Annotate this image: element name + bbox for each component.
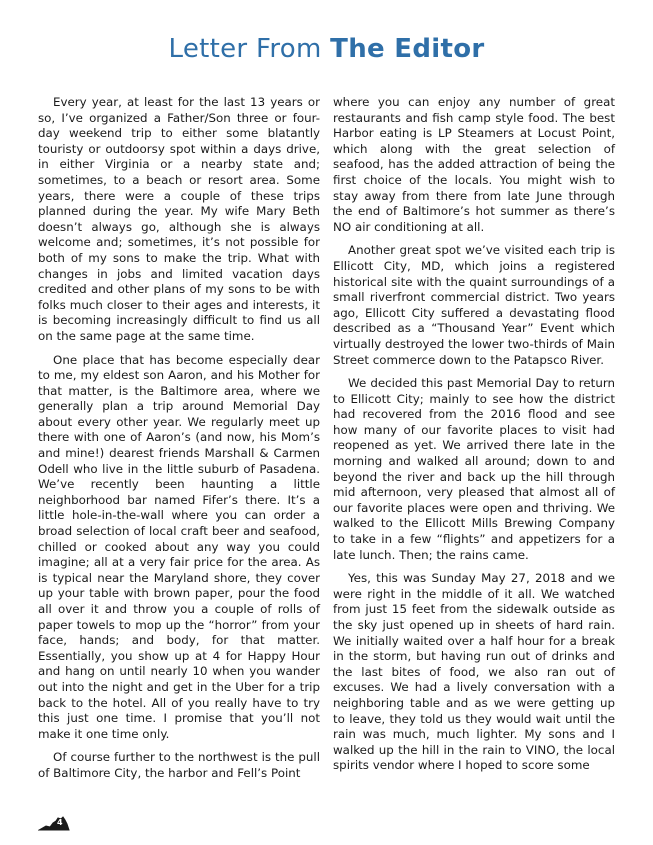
page-number: 4 (57, 818, 63, 827)
paragraph: where you can enjoy any number of great restaurants and fish camp style food. The best Harbor eating is LP Steamers at Locust Point, which along with the great selection of seafood, has the added attraction of being the first choice of the locals. You might wish to stay away from there from late June through the end of Baltimore’s hot summer as there’s NO air conditioning at all. (333, 95, 615, 234)
paragraph: We decided this past Memorial Day to return to Ellicott City; mainly to see how the district had recovered from the 2016 flood and see how many of our favorite places to visit had reopened as yet. We arrived there late in the morning and walked all around; down to and beyond the river and back up the hill through mid afternoon, very pleased that almost all of our favorite places were open and thriving. We walked to the Ellicott Mills Brewing Company to take in a few “flights” and appetizers for a late lunch. Then; the rains came. (333, 376, 615, 562)
page-title (0, 34, 653, 64)
title-bold: The Editor (330, 34, 485, 64)
virginia-state-outline-icon (38, 815, 70, 831)
left-column (38, 95, 320, 782)
paragraph: One place that has become especially dear to me, my eldest son Aaron, and his Mother for that matter, is the Baltimore area, where we generally plan a trip around Memorial Day about every other year. We regularly meet up there with one of Aaron’s (and now, his Mom’s and mine!) dearest friends Marshall & Carmen Odell who live in the little suburb of Pasadena. We’ve recently been haunting a little neighborhood bar named Fifer’s there. It’s a little hole-in-the-wall where you can order a broad selection of local craft beer and seafood, chilled or cooked about any way you could imagine; all at a very fair price for the area. As is typical near the Maryland shore, they cover up your table with brown paper, pour the food all over it and throw you a couple of rolls of paper towels to mop up the “horror” from your face, hands; and body, for that matter. Essentially, you show up at 4 for Happy Hour and hang on until nearly 10 when you wander out into the night and get in the Uber for a trip back to the hotel. All of you really have to try this just one time. I promise that you’ll not make it one time only. (38, 352, 320, 741)
paragraph: Of course further to the northwest is the pull of Baltimore City, the harbor and Fell’s Point (38, 750, 320, 780)
title-light: Letter From (168, 34, 322, 64)
paragraph: Yes, this was Sunday May 27, 2018 and we were right in the middle of it all. We watched from just 15 feet from the sidewalk outside as the sky just opened up in sheets of hard rain. We initially waited over a half hour for a break in the storm, but having run out of drinks and the last bites of food, we also ran out of excuses. We had a lively conversation with a neighboring table and as we were getting up to leave, they told us they would wait until the rain was much, much lighter. My sons and I walked up the hill in the rain to VINO, the local spirits vendor where I hoped to score some (333, 571, 615, 773)
page-footer (38, 814, 70, 832)
paragraph: Another great spot we’ve visited each trip is Ellicott City, MD, which joins a registered historical site with the quaint surroundings of a small riverfront commercial district. Two years ago, Ellicott City suffered a devastating flood described as a “Thousand Year” Event which virtually destroyed the lower two-thirds of Main Street commerce down to the Patapsco River. (333, 243, 615, 367)
right-column (333, 95, 615, 774)
paragraph: Every year, at least for the last 13 years or so, I’ve organized a Father/Son three or four-day weekend trip to either some blatantly touristy or outdoorsy spot within a days drive, in either Virginia or a nearby state and; sometimes, to a beach or resort area. Some years, there were a couple of these trips planned during the year. My wife Mary Beth doesn’t always go, although she is always welcome and; sometimes, it’s not possible for both of my sons to make the trip. What with changes in jobs and limited vacation days credited and other plans of my sons to be with folks much closer to their ages and interests, it is becoming increasingly difficult to find us all on the same page at the same time. (38, 95, 320, 343)
